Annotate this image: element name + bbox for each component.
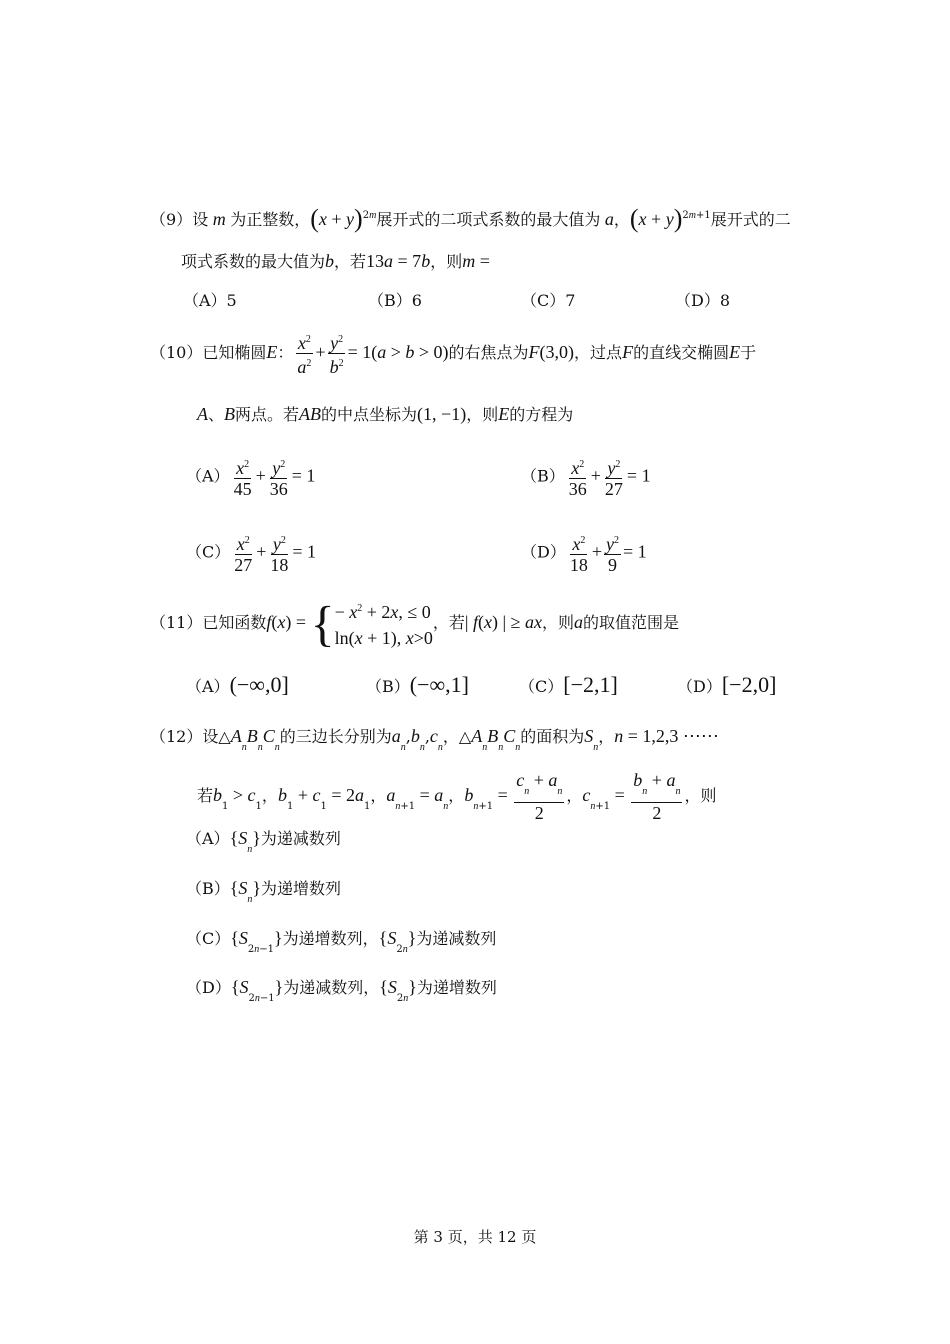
q12-option-label: （B） xyxy=(186,879,230,898)
q9-number: （9） xyxy=(150,210,193,229)
q12-line-1: （12）设$\triangle A_nB_nC_n$的三边长分别为$a_n,b_n,c_n$，$\triangle A_nB_nC_n$的面积为$S_n$，n = 1,2,3 ⋯⋯ xyxy=(150,726,719,753)
q10-option-label: （D） xyxy=(521,542,566,562)
q10-text: 、 xyxy=(208,405,225,424)
q9-text: 为正整数， xyxy=(230,210,311,229)
q12-option-a: $(A)\{S_n\}$为递减数列 xyxy=(186,828,341,855)
q10-option-a: （A） $\frac{x^2}{45}$ + $\frac{y^2}{36}$ = 1 xyxy=(186,455,315,499)
q9-text: ，若 xyxy=(334,252,367,271)
q12-line-2: 若$b_1 > c_1$，$b_1 + c_1 = 2a_1$，$a_{n+1} = a_n$，$b_{n+1}$ = $\frac{c_n + a_n}{2}$ ，$c_{n+1}$ = $\frac{b_n + a_n}{2}$ ，则 xyxy=(197,770,717,823)
q10-number: （10） xyxy=(150,343,203,362)
q10-text: 的直线交椭圆 xyxy=(633,343,730,362)
q12-text: 若 xyxy=(197,786,214,805)
q10-option-label: （C） xyxy=(186,542,231,562)
q11-option-c: （C）[−2,1] xyxy=(519,672,618,697)
q12-option-label: （A） xyxy=(186,829,230,848)
q12-option-label: （C） xyxy=(186,929,231,948)
q10-option-b: （B） $\frac{x^2}{36}$ + $\frac{y^2}{27}$ = 1 xyxy=(521,455,651,499)
page-footer: 第 3 页，共 12 页 xyxy=(413,1228,537,1246)
q9-option-c: （C）7 xyxy=(521,291,576,310)
q11-option-label: （A） xyxy=(186,677,230,696)
q10-option-label: （B） xyxy=(521,466,565,486)
q12-text: 设△ xyxy=(202,727,231,746)
q12-option-text: 为递减数列 xyxy=(260,829,341,848)
q10-text: ，过点 xyxy=(574,343,623,362)
q9-line-1: （9）设 m 为正整数，$(x + y)^{2m}$展开式的二项式系数的最大值为 a，$(x + y)^{2m+1}$展开式的二 xyxy=(150,204,791,233)
q12-option-label: （D） xyxy=(186,978,231,997)
q9-text: 设 xyxy=(192,210,209,229)
q11-option-a: （A）(−∞,0] xyxy=(186,672,289,697)
q9-text: ， xyxy=(613,210,630,229)
q12-option-text: 为递减数列 xyxy=(416,929,497,948)
q9-option-b: （B）6 xyxy=(368,291,422,310)
q9-text: 项式系数的最大值为 xyxy=(181,252,326,271)
q9-text: 展开式的二项式系数的最大值为 xyxy=(376,210,601,229)
q12-option-b: $(B)\{S_n\}$为递增数列 xyxy=(186,878,342,905)
q10-text: 的中点坐标为 xyxy=(321,405,418,424)
q10-text: ，则 xyxy=(466,405,499,424)
q12-text: ，△ xyxy=(442,727,472,746)
q11-text: 的取值范围是 xyxy=(583,613,680,632)
q10-text: 的右焦点为 xyxy=(448,343,529,362)
q11-option-label: （B） xyxy=(366,677,410,696)
q11-option-d: （D）[−2,0] xyxy=(677,672,777,697)
q10-option-c: （C） $\frac{x^2}{27}$ + $\frac{y^2}{18}$ = 1 xyxy=(186,531,316,575)
q10-line-2: A、B两点。若AB的中点坐标为(1, −1)，则E的方程为 xyxy=(197,404,574,424)
q11-option-label: （C） xyxy=(519,677,564,696)
q11-option-b: （B）(−∞,1] xyxy=(366,672,470,697)
q11-option-label: （D） xyxy=(677,677,722,696)
q11-text: 已知函数 xyxy=(202,613,267,632)
q10-text: 的方程为 xyxy=(509,405,574,424)
q12-text: 的面积为 xyxy=(520,727,585,746)
q10-option-d: （D） $\frac{x^2}{18}$ + $\frac{y^2}{9}$ = 1 xyxy=(521,531,647,575)
q10-text: 于 xyxy=(740,343,757,362)
q12-option-text: 为递增数列， xyxy=(282,929,379,948)
q9-text: ，则 xyxy=(430,252,463,271)
q9-text: 展开式的二 xyxy=(710,210,791,229)
q11-text: ，若 xyxy=(432,613,465,632)
q12-option-text: 为递增数列 xyxy=(261,879,342,898)
q10-text: 两点。若 xyxy=(235,405,300,424)
q12-text: 的三边长分别为 xyxy=(279,727,392,746)
q12-option-c: $(C)\{S_{2n-1}\}$为递增数列，$\{S_{2n}\}$为递减数列 xyxy=(186,928,497,955)
q12-option-text: 为递增数列 xyxy=(416,978,497,997)
q11-number: （11） xyxy=(150,613,203,632)
q10-text: 已知椭圆 xyxy=(202,343,267,362)
q11-line-1: （11）已知函数f(x) = { − $x^2 + 2x$, ≤ 0 ln(x + 1), x>0 ，若| f(x) | ≥ ax，则a的取值范围是 xyxy=(150,595,680,652)
q12-number: （12） xyxy=(150,727,203,746)
q10-option-label: （A） xyxy=(186,466,230,486)
q12-text: ，则 xyxy=(684,786,717,805)
q9-option-d: （D）8 xyxy=(675,291,731,310)
q12-text: ， xyxy=(598,727,615,746)
q11-text: ，则 xyxy=(542,613,575,632)
q10-line-1: （10）已知椭圆E： $\frac{x^2}{a^2}$ + $\frac{y^2}{b^2}$ = 1(a > b > 0)的右焦点为F(3,0)，过点F的直线交椭圆E于 xyxy=(150,330,756,377)
q12-option-text: 为递减数列， xyxy=(283,978,380,997)
q9-line-2: 项式系数的最大值为b，若13a = 7b，则m = xyxy=(181,251,490,271)
q12-option-d: $(D)\{S_{2n-1}\}$为递减数列，$\{S_{2n}\}$为递增数列 xyxy=(186,977,497,1004)
q9-option-a: （A）5 xyxy=(183,291,237,310)
